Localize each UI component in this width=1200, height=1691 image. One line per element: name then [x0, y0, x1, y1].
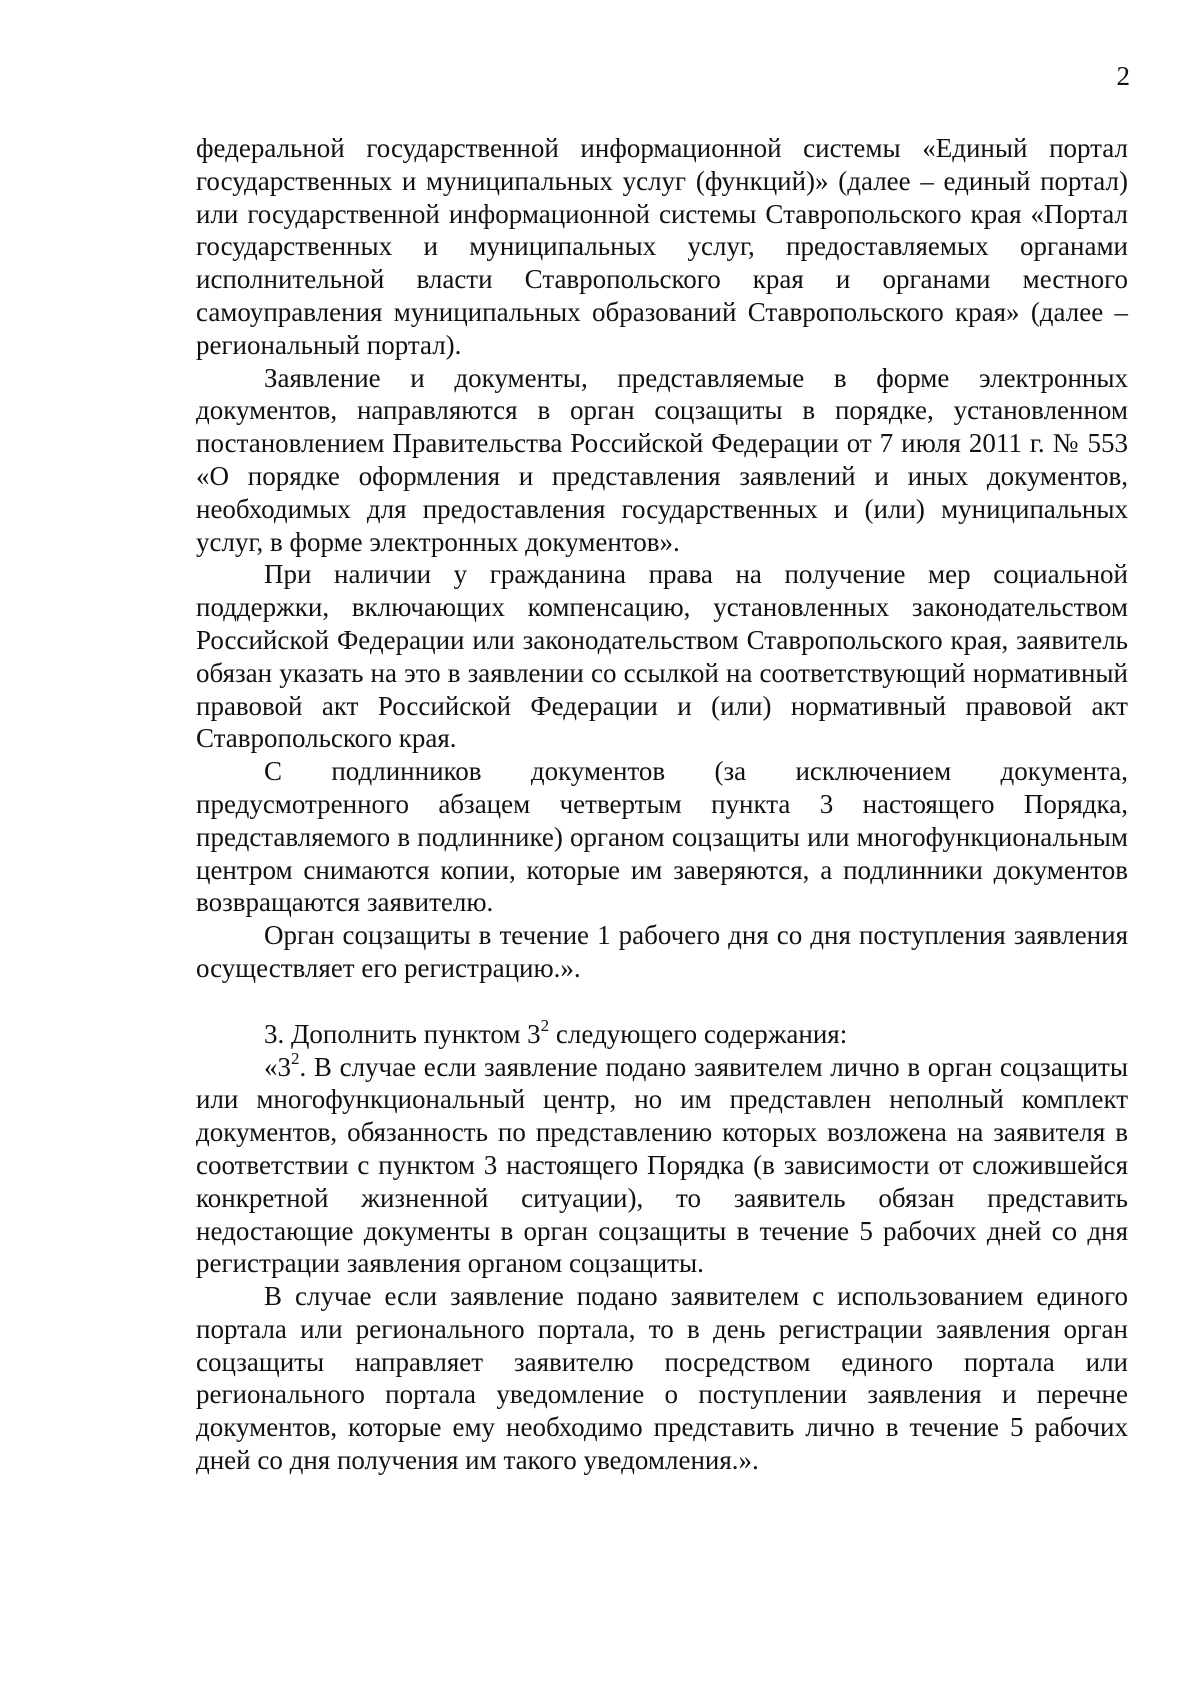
paragraph-electronic-documents: Заявление и документы, представляемые в форме электронных документов, направляются в орган соцзащиты в порядке, установленном постановлением Правительства Российской Федерации от 7 июля 2011 г. № 553 «О порядке оформления и представления заявлений и иных документов, необходимых для предоставления государственных и (или) муниципальных услуг, в форме электронных документов». [196, 362, 1128, 557]
clause-number-superscript: 2 [291, 1048, 300, 1068]
paragraph-registration: Орган соцзащиты в течение 1 рабочего дня со дня поступления заявления осуществляет его регистрацию.». [196, 920, 1128, 983]
clause-text: . В случае если заявление подано заявителем лично в орган соцзащиты или многофункциональный центр, но им представлен неполный комплект документов, обязанность по представлению которых возложена на заявителя в соответствии с пунктом 3 настоящего Порядка (в зависимости от сложившейся конкретной жизненной ситуации), то заявитель обязан представить недостающие документы в орган соцзащиты в течение 5 рабочих дней со дня регистрации заявления органом соцзащиты. [196, 1051, 1128, 1279]
document-body [196, 132, 1128, 1477]
paragraph-social-support-rights: При наличии у гражданина права на получение мер социальной поддержки, включающих компенсацию, установленных законодательством Российской Федерации или законодательством Ставропольского края, заявитель обязан указать на это в заявлении со ссылкой на соответствующий нормативный правовой акт Российской Федерации и (или) нормативный правовой акт Ставропольского края. [196, 559, 1128, 754]
page-number: 2 [1116, 61, 1130, 91]
paragraph-amendment-heading [196, 1015, 1128, 1051]
paragraph-portal-notification: В случае если заявление подано заявителем с использованием единого портала или регионального портала, то в день регистрации заявления орган соцзащиты направляет заявителю посредством единого портала или регионального портала уведомление о поступлении заявления и перечне документов, которые ему необходимо представить лично в течение 5 рабочих дней со дня получения им такого уведомления.». [196, 1281, 1128, 1476]
clause-number-open: «3 [264, 1051, 291, 1082]
paragraph-portal-continuation: федеральной государственной информационной системы «Единый портал государственных и муниципальных услуг (функций)» (далее – единый портал) или государственной информационной системы Ставропольского края «Портал государственных и муниципальных услуг, предоставляемых органами исполнительной власти Ставропольского края и органами местного самоуправления муниципальных образований Ставропольского края» (далее – региональный портал). [196, 133, 1128, 360]
amendment-heading-tail: следующего содержания: [549, 1018, 848, 1049]
paragraph-incomplete-documents [196, 1048, 1128, 1281]
paragraph-document-copies: С подлинников документов (за исключением документа, предусмотренного абзацем четвертым пункта 3 настоящего Порядка, представляемого в подлиннике) органом соцзащиты или многофункциональным центром снимаются копии, которые им заверяются, а подлинники документов возвращаются заявителю. [196, 756, 1128, 918]
amendment-heading-superscript: 2 [540, 1015, 550, 1035]
amendment-heading-text: 3. Дополнить пунктом 3 [264, 1018, 541, 1049]
